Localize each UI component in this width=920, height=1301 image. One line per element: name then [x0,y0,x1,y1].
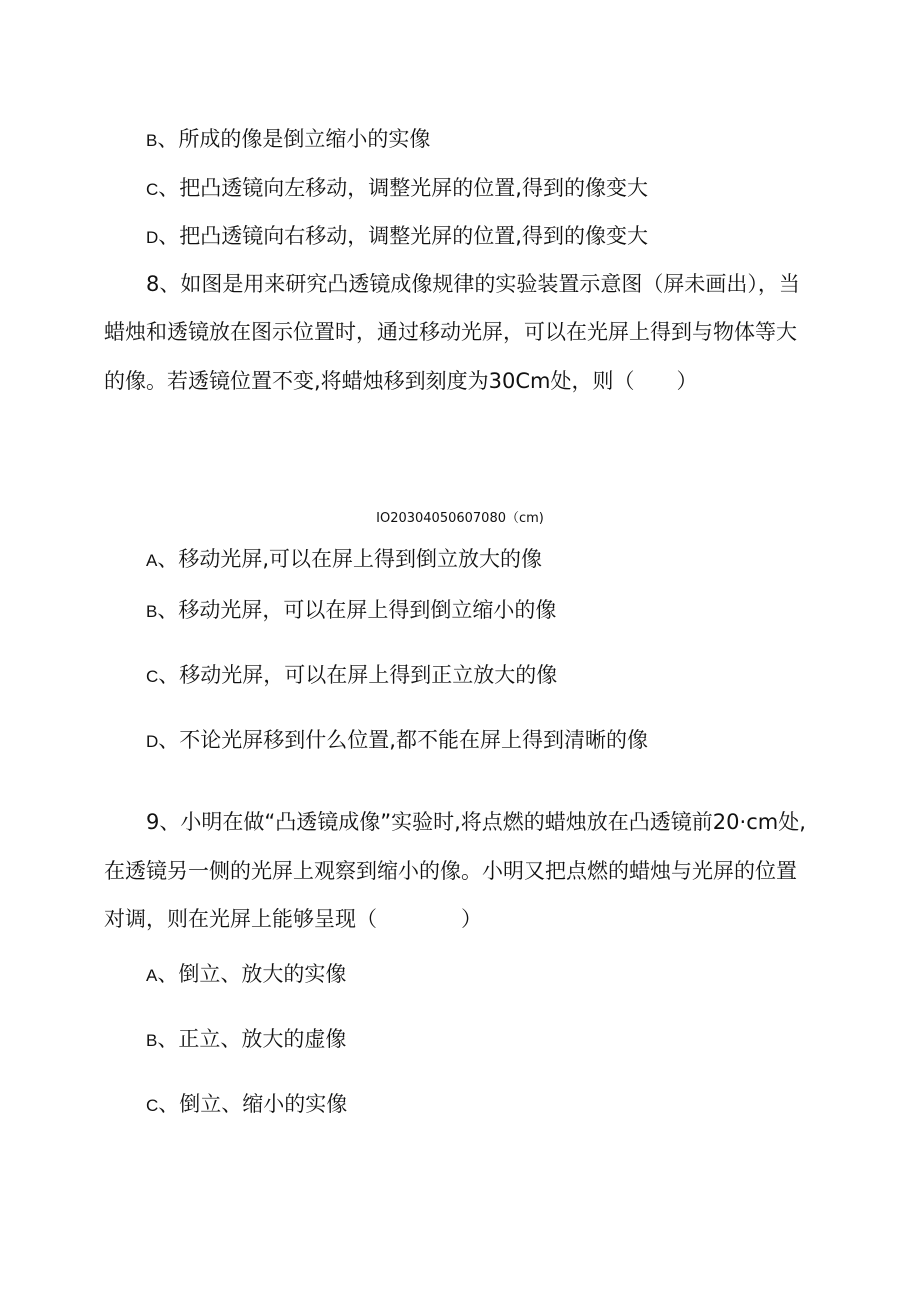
q8-option-d: D、不论光屏移到什么位置,都不能在屏上得到清晰的像 [146,728,648,752]
q8-stem-line-1: 8、如图是用来研究凸透镜成像规律的实验装置示意图（屏未画出），当 [146,272,800,296]
q8-option-b: B、移动光屏，可以在屏上得到倒立缩小的像 [146,598,557,622]
q7-option-d: D、把凸透镜向右移动，调整光屏的位置,得到的像变大 [146,224,648,248]
q7-option-b: B、所成的像是倒立缩小的实像 [146,127,431,151]
q9-stem-line-1: 9、小明在做“凸透镜成像”实验时,将点燃的蜡烛放在凸透镜前20·cm处, [146,810,806,834]
q8-option-c: C、移动光屏，可以在屏上得到正立放大的像 [146,663,558,687]
q9-option-b: B、正立、放大的虚像 [146,1027,347,1051]
q7-option-c: C、把凸透镜向左移动，调整光屏的位置,得到的像变大 [146,176,648,200]
q9-option-a: A、倒立、放大的实像 [146,962,347,986]
q8-stem-line-3: 的像。若透镜位置不变,将蜡烛移到刻度为30Cm处，则（ ） [104,369,698,393]
q9-stem-line-2: 在透镜另一侧的光屏上观察到缩小的像。小明又把点燃的蜡烛与光屏的位置 [104,859,797,883]
q8-stem-line-2: 蜡烛和透镜放在图示位置时，通过移动光屏，可以在光屏上得到与物体等大 [104,320,797,344]
q9-stem-line-3: 对调，则在光屏上能够呈现（ ） [104,907,482,931]
q8-figure-caption: IO20304050607080（cm) [376,511,544,526]
q8-option-a: A、移动光屏,可以在屏上得到倒立放大的像 [146,547,543,571]
q9-option-c: C、倒立、缩小的实像 [146,1092,348,1116]
